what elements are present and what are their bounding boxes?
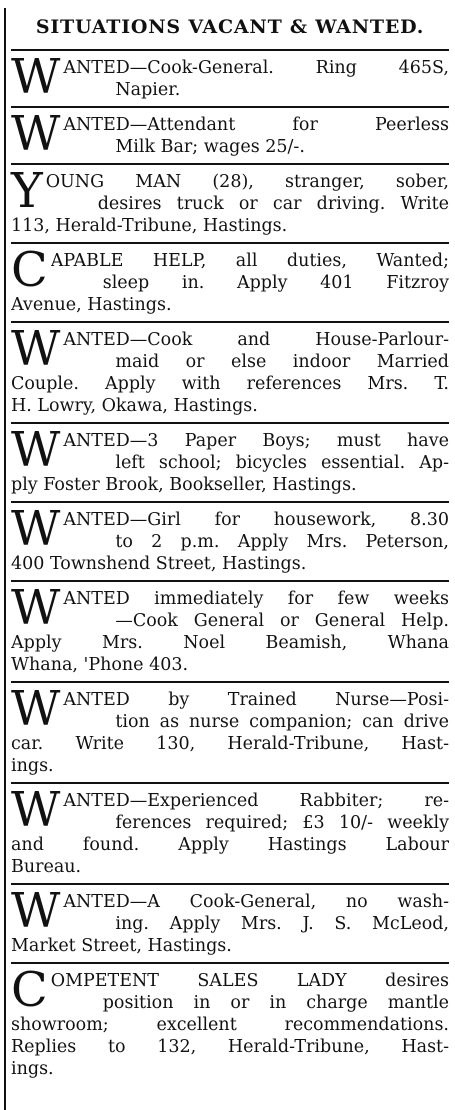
ad-text-line: tion as nurse companion; can drive xyxy=(115,712,449,732)
drop-cap-initial: W xyxy=(11,501,61,557)
classified-ad xyxy=(11,422,449,501)
drop-cap-initial: Y xyxy=(11,163,43,219)
ad-text-line: ANTED immediately for few weeks xyxy=(63,589,449,609)
classified-ad xyxy=(11,782,449,883)
ad-text-line: H. Lowry, Okawa, Hastings. xyxy=(11,396,258,416)
drop-cap-initial: W xyxy=(11,681,61,737)
classified-ad xyxy=(11,49,449,106)
classified-ad xyxy=(11,883,449,962)
ad-text-line: 400 Townshend Street, Hastings. xyxy=(11,554,307,574)
ad-text-line: ANTED—A Cook-General, no wash- xyxy=(63,892,449,912)
ad-text-line: OUNG MAN (28), stranger, sober, xyxy=(45,172,449,192)
classified-ad xyxy=(11,501,449,580)
ad-text-line: Milk Bar; wages 25/-. xyxy=(115,137,305,157)
ad-text-line: sleep in. Apply 401 Fitzroy xyxy=(102,273,449,293)
ad-text-line: left school; bicycles essential. Ap- xyxy=(115,453,449,473)
ad-text-line: car. Write 130, Herald-Tribune, Hast- xyxy=(11,734,449,754)
ad-text-line: to 2 p.m. Apply Mrs. Peterson, xyxy=(115,532,449,552)
ad-text-line: position in or in charge mantle xyxy=(102,993,449,1013)
classified-ad xyxy=(11,681,449,782)
ad-text-line: ANTED—3 Paper Boys; must have xyxy=(63,431,449,451)
ad-text-line: Whana, 'Phone 403. xyxy=(11,655,189,675)
classified-ad xyxy=(11,163,449,242)
ad-text-line: desires truck or car driving. Write xyxy=(97,194,449,214)
classified-ad xyxy=(11,580,449,681)
classified-ad xyxy=(11,242,449,321)
ad-text-line: —Cook General or General Help. xyxy=(115,611,449,631)
drop-cap-initial: W xyxy=(11,580,61,636)
classified-ad xyxy=(11,106,449,163)
drop-cap-initial: W xyxy=(11,422,61,478)
drop-cap-initial: W xyxy=(11,883,61,939)
ad-text-line: ANTED—Girl for housework, 8.30 xyxy=(63,510,449,530)
ad-text-line: and found. Apply Hastings Labour xyxy=(11,835,449,855)
ad-text-line: ANTED—Cook-General. Ring 465S, xyxy=(63,58,449,78)
drop-cap-initial: C xyxy=(11,962,48,1018)
ad-text-line: ANTED—Experienced Rabbiter; re- xyxy=(63,791,449,811)
ad-text-line: ings. xyxy=(11,756,54,776)
ad-text-line: ing. Apply Mrs. J. S. McLeod, xyxy=(115,914,449,934)
drop-cap-initial: C xyxy=(11,242,48,298)
ad-text-line: Couple. Apply with references Mrs. T. xyxy=(11,374,449,394)
ad-text-line: ferences required; £3 10/- weekly xyxy=(115,813,449,833)
classified-ad xyxy=(11,321,449,422)
ad-text-line: 113, Herald-Tribune, Hastings. xyxy=(11,216,288,236)
ad-text-line: OMPETENT SALES LADY desires xyxy=(50,971,449,991)
ad-text-line: ANTED by Trained Nurse—Posi- xyxy=(63,690,449,710)
ads-list xyxy=(11,49,449,1085)
ad-text-line: Bureau. xyxy=(11,857,82,877)
ad-text-line: maid or else indoor Married xyxy=(115,352,449,372)
ad-text-line: Napier. xyxy=(115,80,181,100)
ad-text-line: Apply Mrs. Noel Beamish, Whana xyxy=(11,633,449,653)
drop-cap-initial: W xyxy=(11,49,61,105)
ad-text-line: Avenue, Hastings. xyxy=(11,295,172,315)
drop-cap-initial: W xyxy=(11,321,61,377)
ad-text-line: APABLE HELP, all duties, Wanted; xyxy=(50,251,449,271)
ad-text-line: ANTED—Attendant for Peerless xyxy=(63,115,449,135)
ad-text-line: ply Foster Brook, Bookseller, Hastings. xyxy=(11,475,357,495)
ad-text-line: ings. xyxy=(11,1059,54,1079)
ad-text-line: Replies to 132, Herald-Tribune, Hast- xyxy=(11,1037,449,1057)
ad-text-line: ANTED—Cook and House-Parlour- xyxy=(63,330,449,350)
ad-text-line: showroom; excellent recommendations. xyxy=(11,1015,449,1035)
ad-text-line: Market Street, Hastings. xyxy=(11,936,232,956)
classified-ad xyxy=(11,962,449,1085)
section-title: SITUATIONS VACANT & WANTED. xyxy=(35,16,425,38)
drop-cap-initial: W xyxy=(11,106,61,162)
column-rule xyxy=(4,8,6,1110)
drop-cap-initial: W xyxy=(11,782,61,838)
